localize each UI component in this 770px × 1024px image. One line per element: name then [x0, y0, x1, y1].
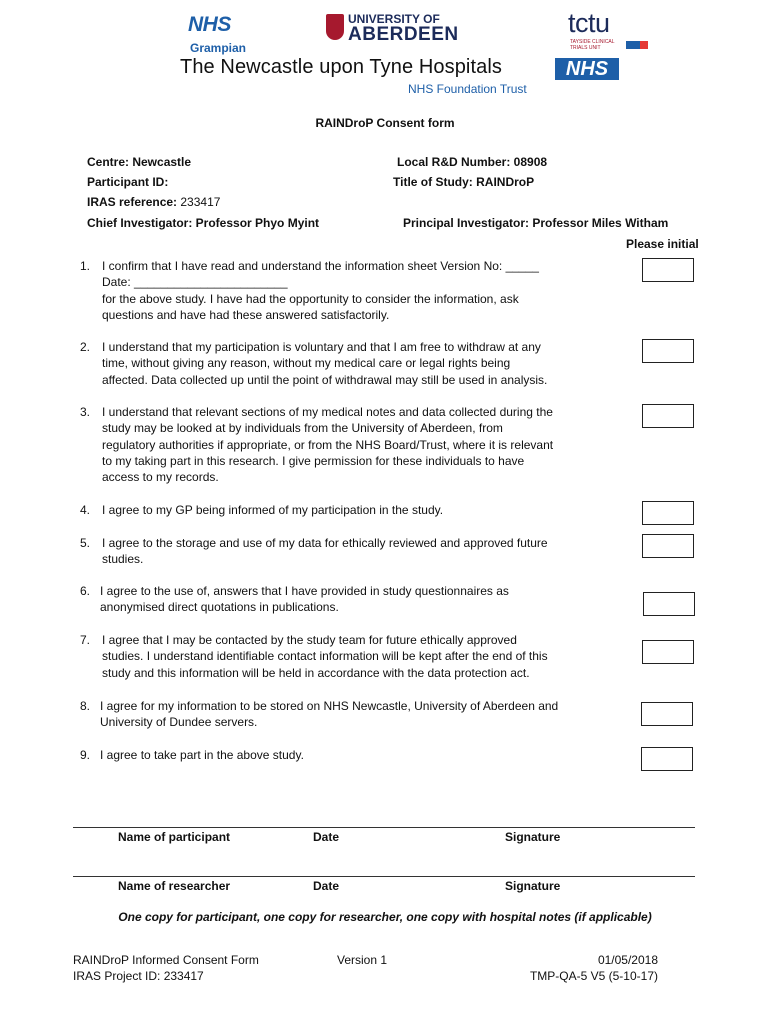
- consent-item-line: I agree that I may be contacted by the study team for future ethically approved: [102, 633, 517, 647]
- study-title-label: Title of Study: RAINDroP: [393, 175, 535, 189]
- consent-item-4: [80, 502, 620, 520]
- initial-box-1[interactable]: [642, 258, 694, 282]
- consent-item-6: [80, 583, 620, 617]
- initial-box-9[interactable]: [641, 747, 693, 771]
- consent-item-line: studies. I understand identifiable contact information will be kept after the end of this: [102, 649, 548, 664]
- iras-reference-value: 233417: [177, 195, 221, 209]
- consent-item-line: I agree to the use of, answers that I have provided in study questionnaires as: [100, 584, 509, 598]
- initial-box-4[interactable]: [642, 501, 694, 525]
- consent-item-line: regulatory authorities if appropriate, or from the NHS Board/Trust, where it is relevant: [102, 437, 554, 452]
- consent-item-line: I agree to the storage and use of my data for ethically reviewed and approved future: [102, 536, 548, 550]
- consent-item-line: I agree for my information to be stored on NHS Newcastle, University of Aberdeen and: [100, 699, 559, 713]
- footer-form-name: RAINDroP Informed Consent Form: [73, 953, 259, 967]
- consent-item-line: I agree to take part in the above study.: [100, 748, 304, 762]
- consent-item-number: 2.: [80, 340, 91, 354]
- consent-item-line: anonymised direct quotations in publications.: [100, 600, 339, 615]
- consent-item-number: 3.: [80, 405, 91, 419]
- consent-item-line: questions and have had these answered satisfactorily.: [102, 307, 390, 322]
- consent-item-1: [80, 258, 620, 324]
- consent-item-number: 7.: [80, 633, 91, 647]
- consent-item-line: I agree to my GP being informed of my participation in the study.: [102, 503, 444, 517]
- participant-signature-line[interactable]: [73, 827, 695, 828]
- nhs-foundation-trust-label: NHS Foundation Trust: [408, 82, 527, 96]
- participant-date-label: Date: [313, 830, 340, 844]
- initial-box-5[interactable]: [642, 534, 694, 558]
- tctu-logo-tagline: TAYSIDE CLINICAL TRIALS UNIT: [570, 39, 615, 51]
- participant-signature-label: Signature: [505, 830, 561, 844]
- initial-box-3[interactable]: [642, 404, 694, 428]
- form-title: RAINDroP Consent form: [315, 116, 455, 130]
- consent-item-line: affected. Data collected up until the point of withdrawal may still be used in analysis.: [102, 372, 548, 387]
- local-rd-number-label: Local R&D Number: 08908: [397, 155, 548, 169]
- researcher-name-label: Name of researcher: [118, 879, 231, 893]
- consent-item-line: University of Dundee servers.: [100, 715, 258, 730]
- consent-item-number: 1.: [80, 259, 91, 273]
- tctu-logo-word: tctu: [568, 8, 610, 38]
- footer-version: Version 1: [337, 953, 388, 967]
- consent-item-line: time, without giving any reason, without my medical care or legal rights being: [102, 356, 511, 371]
- footer-template-id: TMP-QA-5 V5 (5-10-17): [529, 969, 658, 983]
- grampian-label: Grampian: [189, 41, 246, 55]
- footer-project-id: IRAS Project ID: 233417: [73, 969, 204, 983]
- nhs-grampian-logo: [184, 12, 252, 56]
- consent-item-line: I confirm that I have read and understand the information sheet Version No: _____: [102, 259, 539, 273]
- consent-item-8: [80, 698, 620, 732]
- nhs-logo-text: NHS: [188, 13, 231, 36]
- consent-item-7: [80, 632, 620, 682]
- consent-item-number: 5.: [80, 536, 91, 550]
- centre-label: Centre: Newcastle: [87, 155, 192, 169]
- newcastle-hospitals-logo: [180, 56, 625, 100]
- iras-reference-label: IRAS reference:: [87, 195, 178, 209]
- consent-item-line: studies.: [102, 552, 144, 567]
- consent-item-number: 6.: [80, 584, 91, 598]
- tctu-logo-bar-accent: [640, 41, 648, 49]
- university-of-aberdeen-logo: [326, 12, 459, 48]
- consent-item-number: 8.: [80, 699, 91, 713]
- initial-box-2[interactable]: [642, 339, 694, 363]
- researcher-date-label: Date: [313, 879, 340, 893]
- footer-date: 01/05/2018: [597, 953, 658, 967]
- consent-item-line: I understand that my participation is voluntary and that I am free to withdraw at any: [102, 340, 541, 354]
- initial-box-6[interactable]: [643, 592, 695, 616]
- please-initial-label: Please initial: [626, 237, 699, 251]
- aberdeen-logo-line2: ABERDEEN: [348, 24, 459, 45]
- copy-distribution-note: One copy for participant, one copy for researcher, one copy with hospital notes (if applicable): [118, 910, 652, 924]
- researcher-signature-line[interactable]: [73, 876, 695, 877]
- consent-item-line: study may be looked at by individuals from the University of Aberdeen, from: [102, 421, 503, 436]
- newcastle-hospitals-name: The Newcastle upon Tyne Hospitals: [180, 56, 502, 78]
- participant-id-label: Participant ID:: [87, 175, 169, 189]
- consent-item-line: I understand that relevant sections of my medical notes and data collected during the: [102, 405, 553, 419]
- aberdeen-crest-icon: [326, 14, 344, 40]
- nhs-badge: NHS: [555, 58, 619, 80]
- consent-item-3: [80, 404, 620, 486]
- consent-item-line: for the above study. I have had the opportunity to consider the information, ask: [102, 291, 519, 306]
- consent-item-number: 9.: [80, 748, 91, 762]
- initial-box-7[interactable]: [642, 640, 694, 664]
- consent-item-9: [80, 747, 620, 765]
- consent-item-number: 4.: [80, 503, 91, 517]
- chief-investigator-label: Chief Investigator: Professor Phyo Myint: [87, 216, 320, 230]
- researcher-signature-label: Signature: [505, 879, 561, 893]
- aberdeen-logo-line1: UNIVERSITY OF: [348, 12, 440, 26]
- consent-item-line: Date: _______________________: [102, 275, 288, 290]
- tctu-logo: [566, 8, 652, 52]
- consent-item-line: study and this information will be held in accordance with the data protection act.: [102, 665, 530, 680]
- consent-item-line: to my taking part in this research. I give permission for these individuals to have: [102, 453, 525, 468]
- principal-investigator-label: Principal Investigator: Professor Miles Witham: [403, 216, 669, 230]
- iras-reference: [87, 195, 220, 209]
- consent-item-line: access to my records.: [102, 470, 219, 485]
- participant-name-label: Name of participant: [118, 830, 231, 844]
- initial-box-8[interactable]: [641, 702, 693, 726]
- consent-item-2: [80, 339, 620, 389]
- consent-item-5: [80, 535, 620, 569]
